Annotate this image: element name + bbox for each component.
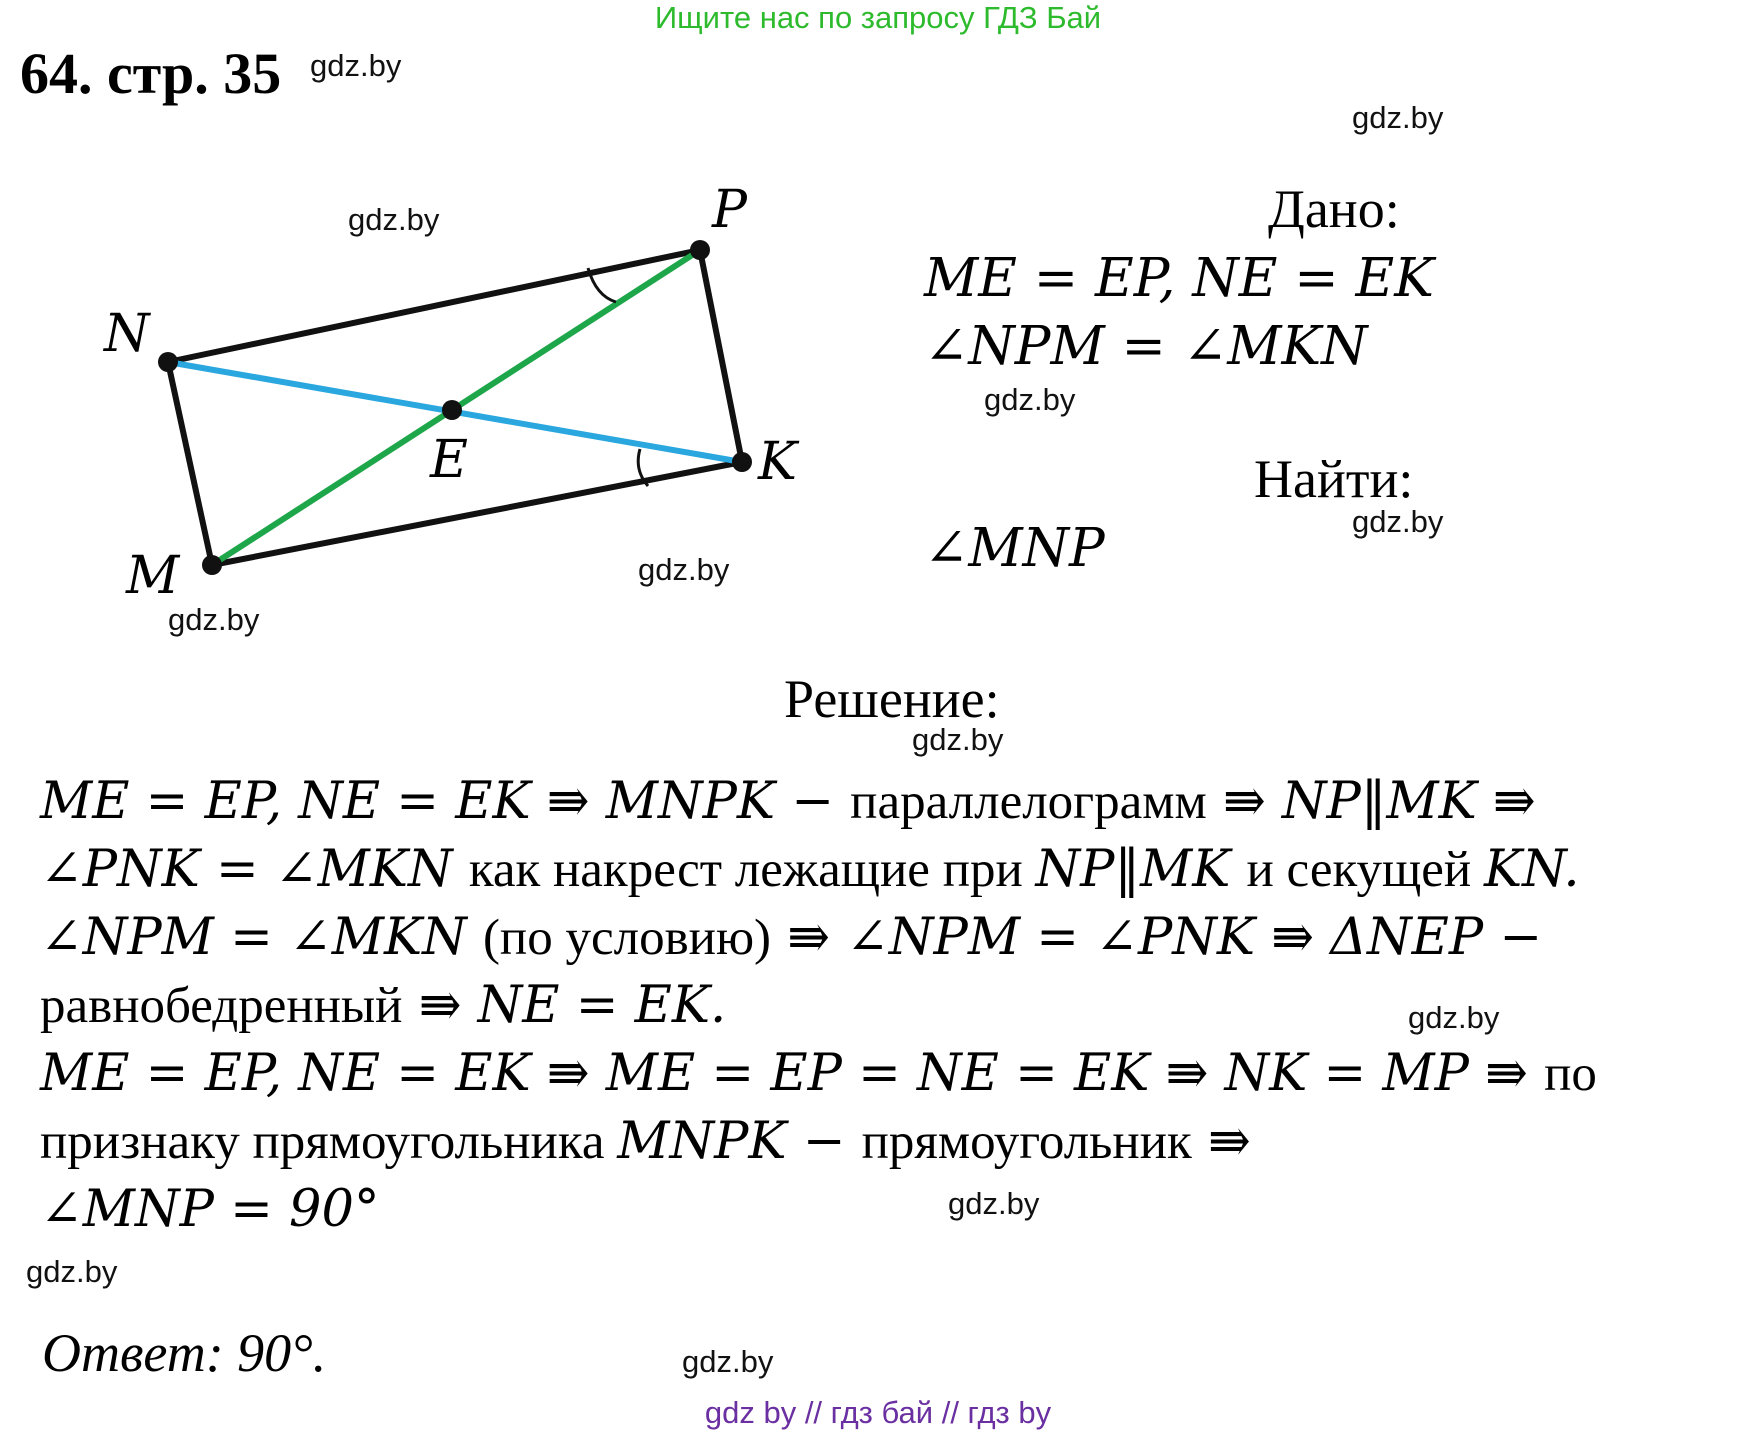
solution-line [40,840,1580,899]
solution-line [40,1180,380,1239]
given-line-2: ∠NPM = ∠MKN [924,316,1368,377]
solution-text: (по условию) [482,910,772,966]
side-MN [168,362,212,565]
label-P: P [712,180,747,240]
watermark: gdz.by [1408,1000,1500,1035]
solution-text: прямоугольник [861,1114,1192,1170]
solution-line [40,908,1543,967]
given-heading: Дано: [1268,179,1400,239]
solution-text: и секущей [1246,842,1484,898]
watermark: gdz.by [682,1344,774,1379]
label-N: N [104,304,150,364]
math-expression: NP‖MK [1035,840,1247,899]
math-expression: ME = EP, NE = EK ⇛ ME = EP = NE = EK ⇛ NK = MP ⇛ [40,1044,1545,1103]
answer: Ответ: 90°. [42,1323,327,1383]
solution-line [40,976,727,1035]
task-title: 64. стр. 35 [20,41,282,106]
label-E: E [430,430,468,490]
watermark: gdz.by [984,382,1076,417]
solution-line [40,772,1536,831]
label-K: K [758,432,797,492]
footer-links[interactable]: gdz by // гдз бай // гдз by [704,1395,1052,1430]
solution-text: параллелограмм [850,774,1207,830]
math-expression: ∠NPM = ∠MKN [40,908,483,967]
watermark: gdz.by [1352,100,1444,135]
given-line-1: ME = EP, NE = EK [924,248,1434,309]
side-PK [700,250,742,462]
watermark: gdz.by [1352,504,1444,539]
top-search-hint[interactable]: Ищите нас по запросу ГДЗ Бай [654,0,1102,35]
solution-heading: Решение: [784,669,1000,729]
watermark: gdz.by [912,722,1004,757]
solution-text: равнобедренный [40,978,403,1034]
math-expression: ⇛ ∠NPM = ∠PNK ⇛ ΔNEP − [771,908,1543,967]
point-P [690,240,710,260]
point-K [732,452,752,472]
find-line-1: ∠MNP [924,518,1105,579]
solution-line [40,1044,1597,1103]
solution-line [40,1112,1251,1171]
point-N [158,352,178,372]
watermark: gdz.by [310,48,402,83]
side-NP [168,250,700,362]
solution-text: как накрест лежащие при [468,842,1036,898]
solution-text: по [1544,1046,1597,1102]
math-expression: ∠PNK = ∠MKN [40,840,469,899]
watermark: gdz.by [168,602,260,637]
math-expression: ⇛ [1191,1112,1251,1171]
math-expression: ⇛ NE = EK. [402,976,727,1035]
label-M: M [126,546,180,606]
watermark: gdz.by [26,1254,118,1289]
watermark: gdz.by [948,1186,1040,1221]
point-E [442,400,462,420]
watermark: gdz.by [348,202,440,237]
solution-text: признаку прямоугольника [40,1114,618,1170]
math-expression: KN. [1483,840,1580,899]
math-expression: ME = EP, NE = EK ⇛ MNPK − [40,772,851,831]
math-expression: ∠MNP = 90° [40,1180,380,1239]
find-heading: Найти: [1254,449,1414,509]
math-expression: MNPK − [617,1112,862,1171]
point-M [202,555,222,575]
watermark: gdz.by [638,552,730,587]
math-expression: ⇛ NP‖MK ⇛ [1206,772,1536,831]
